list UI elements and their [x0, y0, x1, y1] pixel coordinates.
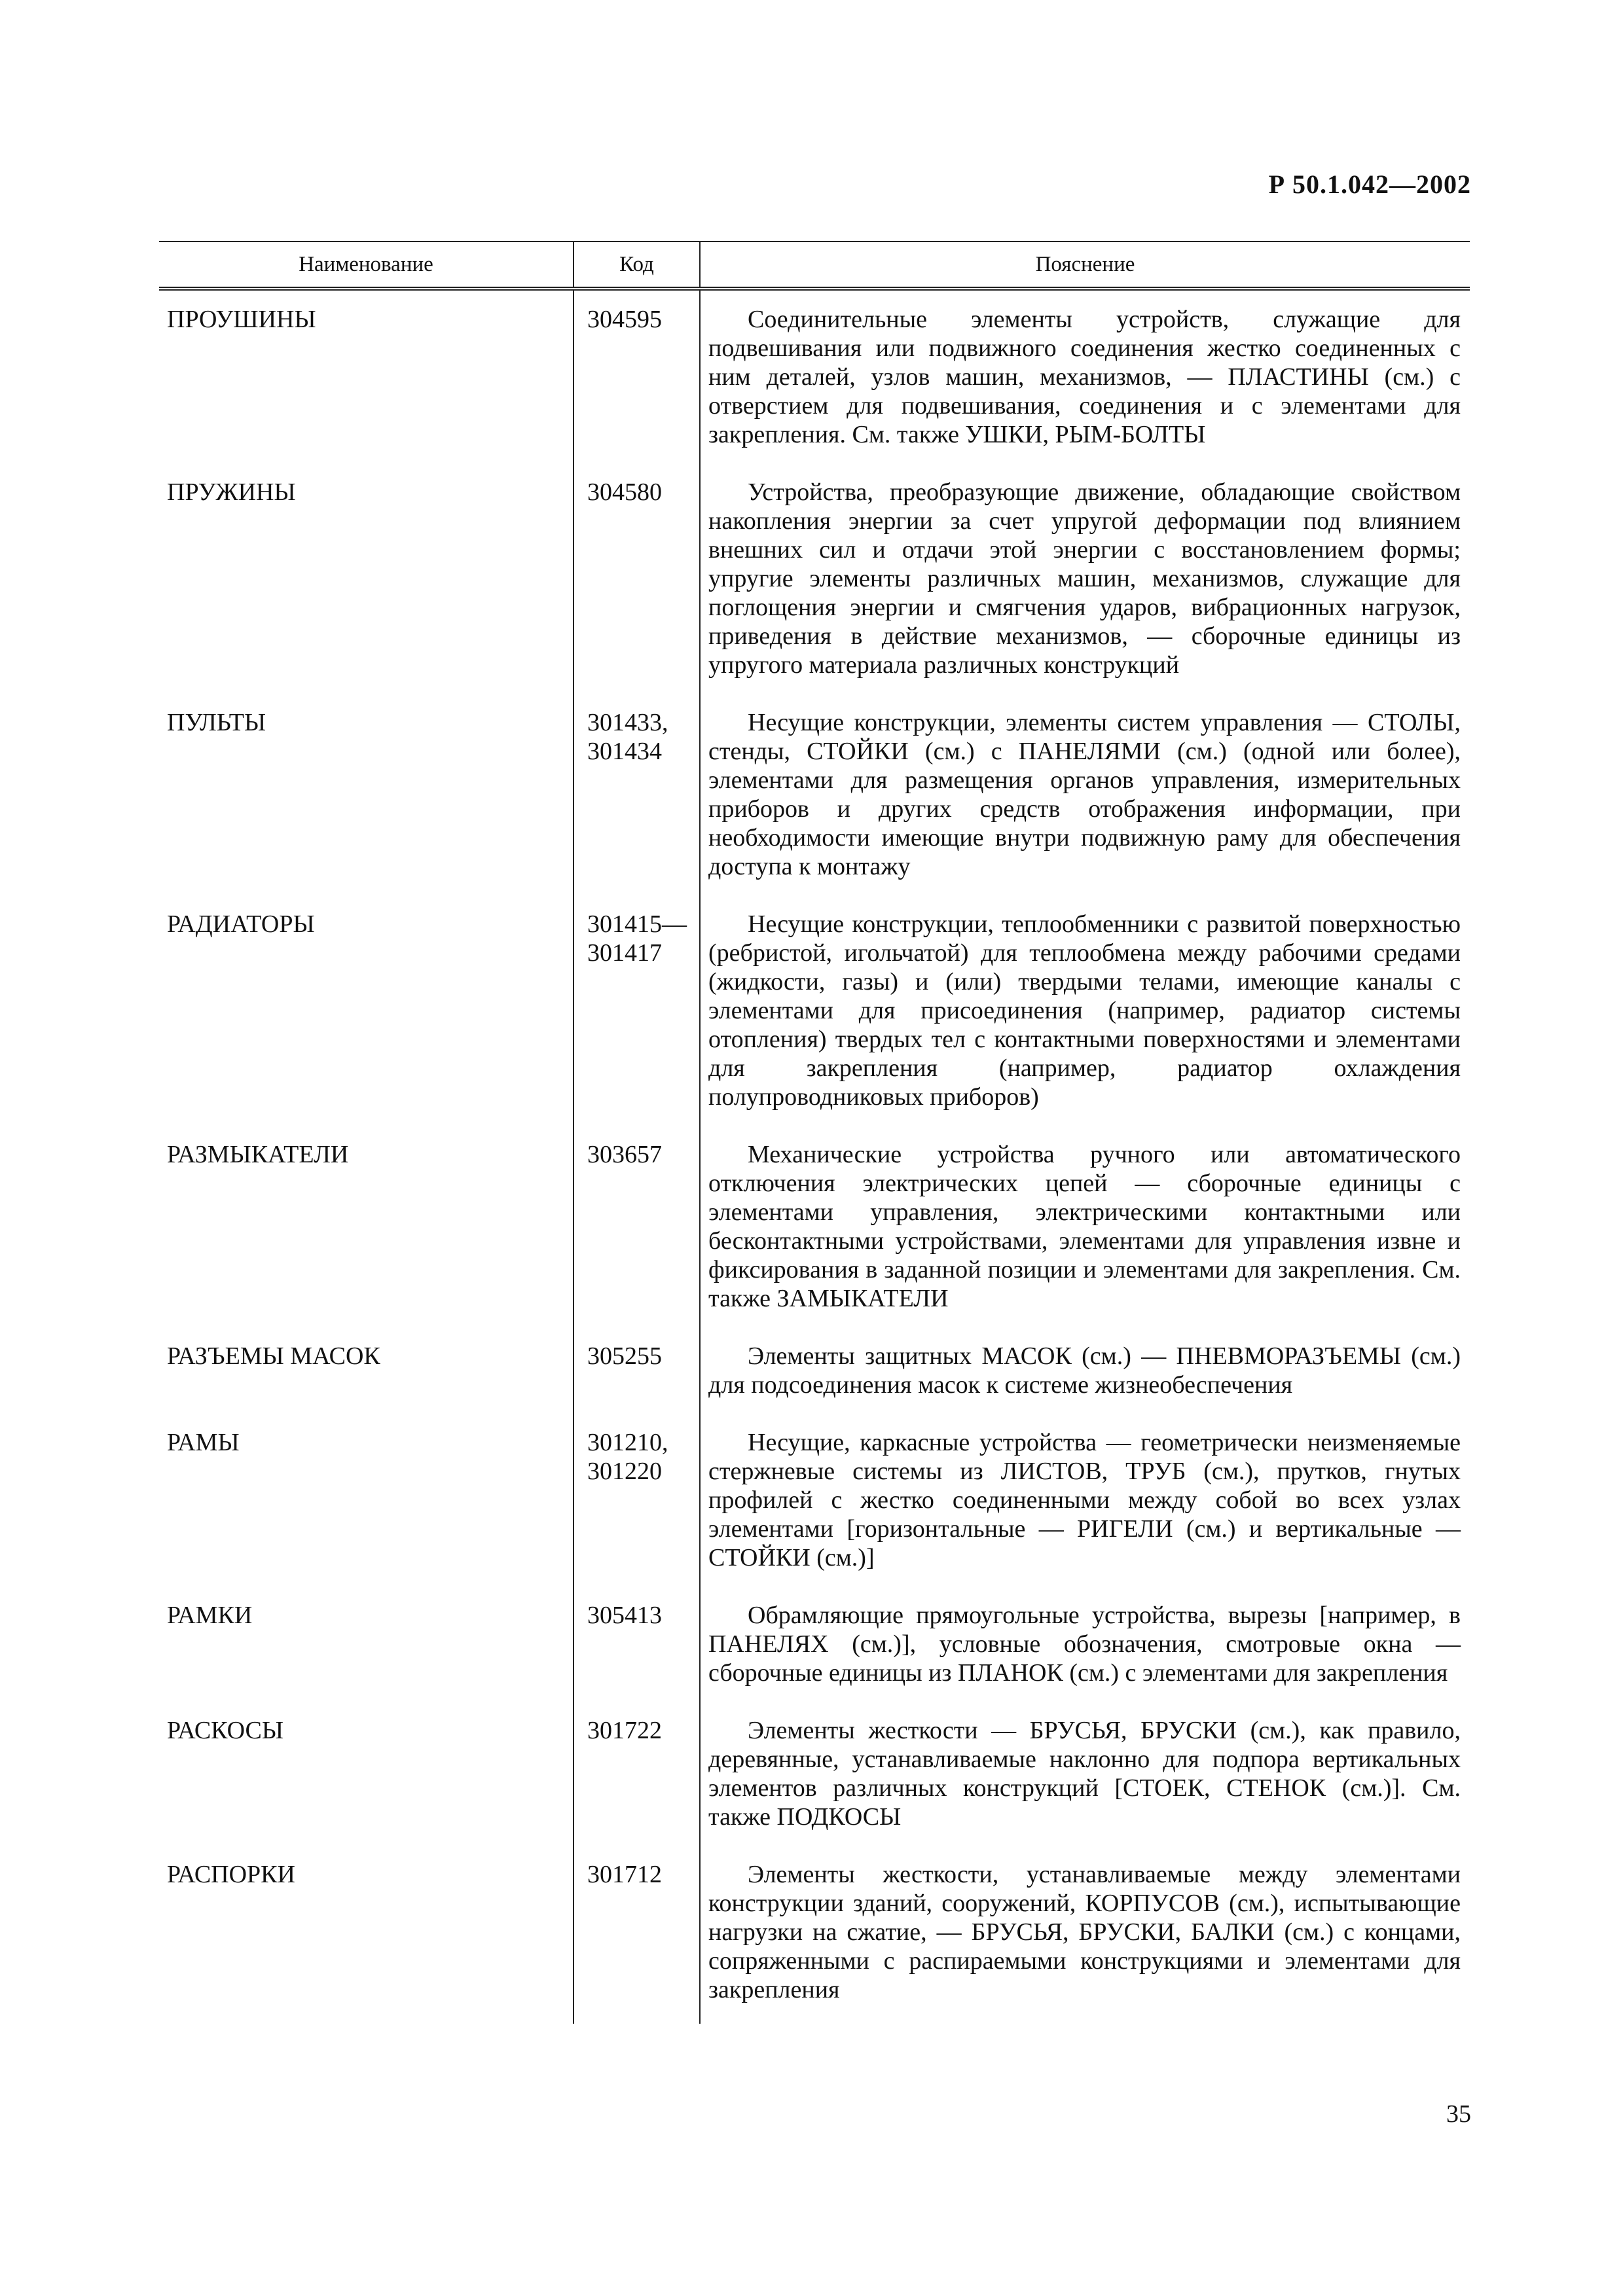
term-name: РАСПОРКИ: [167, 1861, 295, 1888]
page-number: 35: [1446, 2100, 1471, 2128]
table-row: [159, 1587, 1470, 1702]
document-number: Р 50.1.042—2002: [1268, 170, 1471, 199]
table-row: [159, 1126, 1470, 1327]
term-description: Механические устройства ручного или автоматического отключения электрических цепей — сборочные единицы с элементами управления, электрическими контактными или бесконтактными устройствами, элементами для управления извне и фиксирования в заданной позиции и элементами для закрепления. См. также ЗАМЫКАТЕЛИ: [700, 1126, 1470, 1327]
term-description: Несущие конструкции, элементы систем управления — СТОЛЫ, стенды, СТОЙКИ (см.) с ПАНЕЛЯМИ (см.) (одной или более), элементами для размещения органов управления, измерительных приборов и других средств отображения информации, при необходимости имеющие внутри подвижную раму для обеспечения доступа к монтажу: [700, 694, 1470, 895]
table-row: [159, 1702, 1470, 1846]
term-name: РАМЫ: [167, 1429, 240, 1456]
term-code: 303657: [574, 1126, 700, 1327]
term-code: 304580: [574, 463, 700, 694]
term-code: 301722: [574, 1702, 700, 1846]
term-code: 301433, 301434: [574, 694, 700, 895]
table-header: [159, 242, 1470, 289]
table-row: [159, 289, 1470, 463]
column-header-name: Наименование: [159, 242, 574, 289]
term-code: 305255: [574, 1327, 700, 1414]
table-row: [159, 463, 1470, 694]
table-row: [159, 1327, 1470, 1414]
term-name: РАЗМЫКАТЕЛИ: [167, 1141, 349, 1168]
term-description: Элементы защитных МАСОК (см.) — ПНЕВМОРАЗЪЕМЫ (см.) для подсоединения масок к системе жизнеобеспечения: [700, 1327, 1470, 1414]
table-body: [159, 289, 1470, 2024]
table-row: [159, 1846, 1470, 2024]
terms-table-container: [159, 241, 1470, 2060]
term-description: Несущие, каркасные устройства — геометрически неизменяемые стержневые системы из ЛИСТОВ, ТРУБ (см.), прутков, гнутых профилей с жестко соединенными между собой во всех узлах элементами [горизонтальные — РИГЕЛИ (см.) и вертикальные — СТОЙКИ (см.)]: [700, 1414, 1470, 1587]
term-description: Устройства, преобразующие движение, обладающие свойством накопления энергии за счет упругой деформации под влиянием внешних сил и отдачи этой энергии с восстановлением формы; упругие элементы различных машин, механизмов, служащие для поглощения энергии и смягчения ударов, вибрационных нагрузок, приведения в действие механизмов, — сборочные единицы из упругого материала различных конструкций: [700, 463, 1470, 694]
term-name: РАСКОСЫ: [167, 1717, 283, 1744]
term-description: Элементы жесткости, устанавливаемые между элементами конструкции зданий, сооружений, КОРПУСОВ (см.), испытывающие нагрузки на сжатие, — БРУСЬЯ, БРУСКИ, БАЛКИ (см.) с концами, сопряженными с распираемыми конструкциями и элементами для закрепления: [700, 1846, 1470, 2024]
table-row: [159, 895, 1470, 1126]
column-header-code: Код: [574, 242, 700, 289]
term-name: ПУЛЬТЫ: [167, 709, 266, 736]
term-description: Обрамляющие прямоугольные устройства, вырезы [например, в ПАНЕЛЯХ (см.)], условные обозначения, смотровые окна — сборочные единицы из ПЛАНОК (см.) с элементами для закрепления: [700, 1587, 1470, 1702]
table-row: [159, 694, 1470, 895]
term-name: РАМКИ: [167, 1602, 253, 1629]
term-code: 301415— 301417: [574, 895, 700, 1126]
term-name: ПРОУШИНЫ: [167, 306, 316, 333]
terms-table: [159, 241, 1470, 2024]
term-code: 304595: [574, 289, 700, 463]
term-name: РАЗЪЕМЫ МАСОК: [167, 1342, 380, 1370]
column-header-description: Пояснение: [700, 242, 1470, 289]
term-description: Несущие конструкции, теплообменники с развитой поверхностью (ребристой, игольчатой) для теплообмена между рабочими средами (жидкости, газы) и (или) твердыми телами, имеющие каналы с элементами для присоединения (например, радиатор системы отопления) твердых тел с контактными поверхностями и элементами для закрепления (например, радиатор охлаждения полупроводниковых приборов): [700, 895, 1470, 1126]
term-name: РАДИАТОРЫ: [167, 910, 315, 938]
term-description: Соединительные элементы устройств, служащие для подвешивания или подвижного соединения жестко соединенных с ним деталей, узлов машин, механизмов, — ПЛАСТИНЫ (см.) с отверстием для подвешивания, соединения и с элементами для закрепления. См. также УШКИ, РЫМ-БОЛТЫ: [700, 289, 1470, 463]
term-code: 305413: [574, 1587, 700, 1702]
term-description: Элементы жесткости — БРУСЬЯ, БРУСКИ (см.), как правило, деревянные, устанавливаемые наклонно для подпора вертикальных элементов различных конструкций [СТОЕК, СТЕНОК (см.)]. См. также ПОДКОСЫ: [700, 1702, 1470, 1846]
term-code: 301712: [574, 1846, 700, 2024]
term-name: ПРУЖИНЫ: [167, 478, 296, 506]
term-code: 301210, 301220: [574, 1414, 700, 1587]
table-row: [159, 1414, 1470, 1587]
